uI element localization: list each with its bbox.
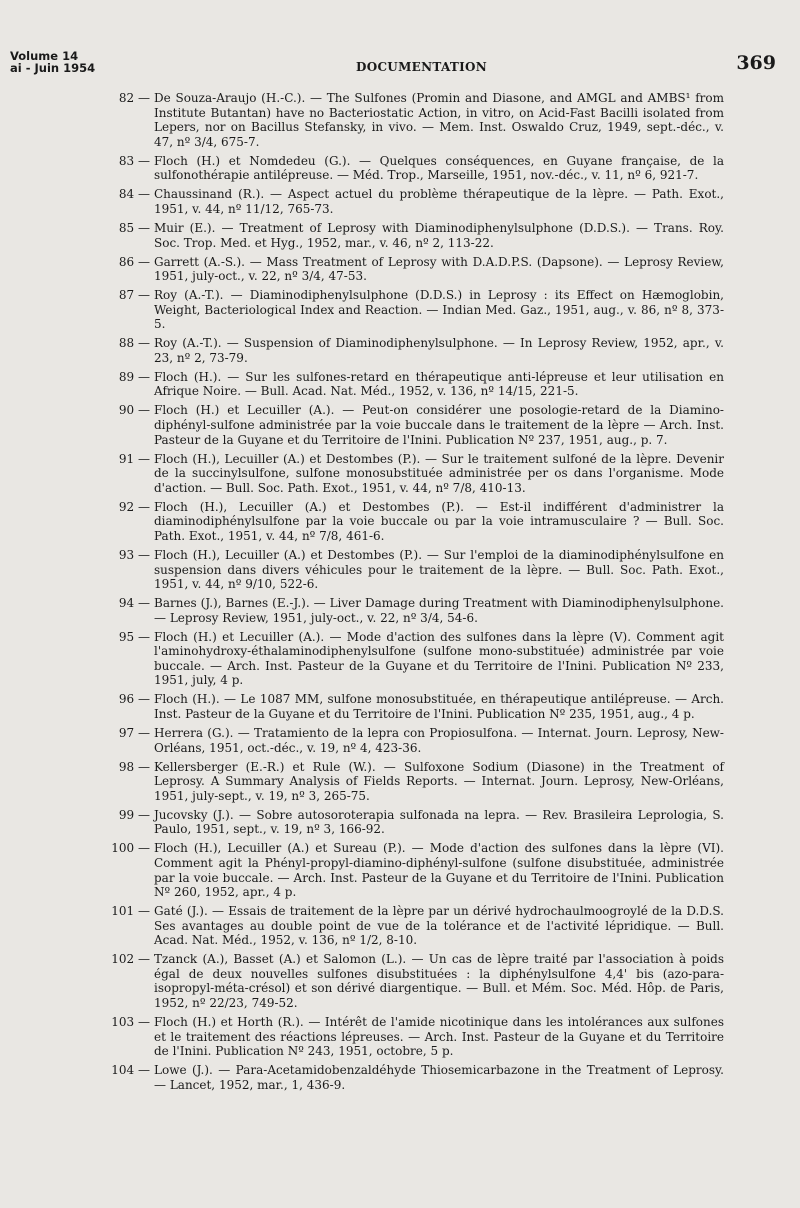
bibliography-entry bbox=[0, 255, 800, 284]
entry-number: 88 — bbox=[118, 336, 150, 351]
entry-text: Floch (H.), Lecuiller (A.) et Destombes (P.). — Sur le traitement sulfoné de la lèpre. Devenir de la succinylsulfone, sulfone monosubstituée administrée per os dans l'organisme. Mode d'action. — Bull. Soc. Path. Exot., 1951, v. 44, nº 7/8, 410-13. bbox=[154, 451, 724, 495]
bibliography-entry bbox=[0, 288, 800, 332]
entry-number: 86 — bbox=[118, 254, 150, 269]
volume-info bbox=[10, 50, 95, 74]
bibliography-entry bbox=[0, 91, 800, 149]
entry-number: 97 — bbox=[118, 726, 150, 741]
bibliography-entry bbox=[0, 596, 800, 625]
entry-text: Floch (H.), Lecuiller (A.) et Sureau (P.). — Mode d'action des sulfones dans la lèpre (VI). Comment agit la Phényl-propyl-diamino-diphényl-sulfone (sulfone disubstituée, administrée par la voie buccale. — Arch. Inst. Pasteur de la Guyane et du Territoire de l'Inini. Publication Nº 260, 1952, apr., 4 p. bbox=[154, 841, 724, 900]
entry-text: Muir (E.). — Treatment of Leprosy with Diaminodiphenylsulphone (D.D.S.). — Trans. Roy. Soc. Trop. Med. et Hyg., 1952, mar., v. 46, nº 2, 113-22. bbox=[154, 220, 724, 250]
entry-number: 83 — bbox=[118, 153, 150, 168]
entry-text: Floch (H.) et Lecuiller (A.). — Peut-on considérer une posologie-retard de la Diamino-diphényl-sulfone administrée par la voie buccale dans le traitement de la lèpre — Arch. Inst. Pasteur de la Guyane et du Territoire de l'Inini. Publication Nº 237, 1951, aug., p. 7. bbox=[154, 403, 724, 447]
bibliography-entry bbox=[0, 221, 800, 250]
entry-number: 102 — bbox=[111, 952, 150, 967]
entry-text: Kellersberger (E.-R.) et Rule (W.). — Sulfoxone Sodium (Diasone) in the Treatment of Leprosy. A Summary Analysis of Fields Reports. — Internat. Journ. Leprosy, New-Orléans, 1951, july-sept., v. 19, nº 3, 265-75. bbox=[154, 759, 724, 803]
entry-number: 104 — bbox=[111, 1063, 150, 1078]
bibliography-entry bbox=[0, 841, 800, 899]
entry-number: 95 — bbox=[118, 629, 150, 644]
bibliography-entry bbox=[0, 336, 800, 365]
bibliography-entry bbox=[0, 403, 800, 447]
entry-text: Lowe (J.). — Para-Acetamidobenzaldéhyde Thiosemicarbazone in the Treatment of Leprosy. — Lancet, 1952, mar., 1, 436-9. bbox=[154, 1063, 724, 1092]
issue-date: ai - Juin 1954 bbox=[10, 61, 96, 75]
entry-text: Garrett (A.-S.). — Mass Treatment of Leprosy with D.A.D.P.S. (Dapsone). — Leprosy Review, 1951, july-oct., v. 22, nº 3/4, 47-53. bbox=[154, 254, 724, 284]
entry-number: 101 — bbox=[111, 904, 150, 919]
entry-number: 89 — bbox=[118, 369, 150, 384]
entry-text: Floch (H.), Lecuiller (A.) et Destombes (P.). — Sur l'emploi de la diaminodiphénylsulfone en suspension dans divers véhicules pour le traitement de la lèpre. — Bull. Soc. Path. Exot., 1951, v. 44, nº 9/10, 522-6. bbox=[154, 547, 724, 592]
entry-text: Chaussinand (R.). — Aspect actuel du problème thérapeutique de la lèpre. — Path. Exot., 1951, v. 44, nº 11/12, 765-73. bbox=[154, 187, 724, 216]
entry-text: Floch (H.). — Le 1087 MM, sulfone monosubstituée, en thérapeutique antilépreuse. — Arch. Inst. Pasteur de la Guyane et du Territoire de l'Inini. Publication Nº 235, 1951, aug., 4 p. bbox=[154, 692, 724, 722]
bibliography-entry bbox=[0, 692, 800, 721]
entry-number: 82 — bbox=[118, 91, 150, 105]
entry-number: 94 — bbox=[118, 596, 150, 611]
bibliography-entry bbox=[0, 952, 800, 1010]
volume-label: Volume 14 bbox=[10, 49, 79, 63]
entry-number: 90 — bbox=[118, 403, 150, 418]
entry-text: Floch (H.), Lecuiller (A.) et Destombes (P.). — Est-il indifférent d'administrer la diaminodiphénylsulfone par la voie buccale ou par la voie intramusculaire ? — Bull. Soc. Path. Exot., 1951, v. 44, nº 7/8, 461-6. bbox=[154, 499, 724, 543]
bibliography-entry bbox=[0, 1015, 800, 1059]
entry-text: Jucovsky (J.). — Sobre autosoroterapia sulfonada na lepra. — Rev. Brasileira Leprologia, S. Paulo, 1951, sept., v. 19, nº 3, 166-92. bbox=[154, 807, 724, 837]
entry-number: 93 — bbox=[118, 547, 150, 562]
bibliography-entry bbox=[0, 452, 800, 496]
entry-text: Tzanck (A.), Basset (A.) et Salomon (L.). — Un cas de lèpre traité par l'association à poids égal de deux nouvelles sulfones disubstituées : la diphénylsulfone 4,4' bis (azo-para-isopropyl-méta-crésol) et son dérivé diargentique. — Bull. et Mém. Soc. Méd. Hôp. de Paris, 1952, nº 22/23, 749-52. bbox=[154, 952, 724, 1011]
bibliography-entry bbox=[0, 904, 800, 948]
entry-number: 103 — bbox=[111, 1015, 150, 1030]
bibliography-entry bbox=[0, 760, 800, 804]
entry-text: Roy (A.-T.). — Diaminodiphenylsulphone (D.D.S.) in Leprosy : its Effect on Hæmoglobin, Weight, Bacteriological Index and Reaction. — Indian Med. Gaz., 1951, aug., v. 86, nº 8, 373-5. bbox=[154, 288, 724, 332]
bibliography-list bbox=[0, 91, 800, 1097]
entry-text: Roy (A.-T.). — Suspension of Diaminodiphenylsulphone. — In Leprosy Review, 1952, apr., v. 23, nº 2, 73-79. bbox=[154, 336, 724, 365]
bibliography-entry bbox=[0, 726, 800, 755]
bibliography-entry bbox=[0, 808, 800, 837]
page-header bbox=[0, 0, 800, 90]
entry-text: Floch (H.) et Horth (R.). — Intérêt de l'amide nicotinique dans les intolérances aux sulfones et le traitement des réactions lépreuses. — Arch. Inst. Pasteur de la Guyane et du Territoire de l'Inini. Publication Nº 243, 1951, octobre, 5 p. bbox=[154, 1015, 724, 1059]
section-title: DOCUMENTATION bbox=[356, 60, 488, 74]
page-number: 369 bbox=[736, 52, 776, 74]
entry-text: Herrera (G.). — Tratamiento de la lepra con Propiosulfona. — Internat. Journ. Leprosy, New-Orléans, 1951, oct.-déc., v. 19, nº 4, 423-36. bbox=[154, 726, 724, 755]
entry-number: 92 — bbox=[118, 499, 150, 514]
entry-text: Floch (H.) et Nomdedeu (G.). — Quelques conséquences, en Guyane française, de la sulfonothérapie antilépreuse. — Méd. Trop., Marseille, 1951, nov.-déc., v. 11, nº 6, 921-7. bbox=[154, 153, 724, 183]
bibliography-entry bbox=[0, 630, 800, 688]
entry-number: 87 — bbox=[118, 288, 150, 303]
bibliography-entry bbox=[0, 548, 800, 592]
entry-number: 91 — bbox=[118, 451, 150, 466]
entry-text: Barnes (J.), Barnes (E.-J.). — Liver Damage during Treatment with Diaminodiphenylsulphone. — Leprosy Review, 1951, july-oct., v. 22, nº 3/4, 54-6. bbox=[154, 596, 724, 625]
entry-text: De Souza-Araujo (H.-C.). — The Sulfones (Promin and Diasone, and AMGL and AMBS¹ from Institute Butantan) have no Bacteriostatic Action, in vitro, on Acid-Fast Bacilli isolated from Lepers, nor on Bacillus Stefansky, in vivo. — Mem. Inst. Oswaldo Cruz, 1949, sept.-déc., v. 47, nº 3/4, 675-7. bbox=[154, 91, 724, 149]
bibliography-entry bbox=[0, 370, 800, 399]
bibliography-entry bbox=[0, 154, 800, 183]
bibliography-entry bbox=[0, 1063, 800, 1092]
bibliography-entry bbox=[0, 500, 800, 544]
entry-number: 100 — bbox=[111, 841, 150, 856]
entry-text: Floch (H.). — Sur les sulfones-retard en thérapeutique anti-lépreuse et leur utilisation en Afrique Noire. — Bull. Acad. Nat. Méd., 1952, v. 136, nº 14/15, 221-5. bbox=[154, 369, 724, 399]
entry-text: Gaté (J.). — Essais de traitement de la lèpre par un dérivé hydrochaulmoogroylé de la D.D.S. Ses avantages au double point de vue de la tolérance et de l'activité lépridique. — Bull. Acad. Nat. Méd., 1952, v. 136, nº 1/2, 8-10. bbox=[154, 904, 724, 948]
entry-number: 98 — bbox=[118, 759, 150, 774]
entry-number: 84 — bbox=[118, 187, 150, 202]
bibliography-entry bbox=[0, 187, 800, 216]
entry-text: Floch (H.) et Lecuiller (A.). — Mode d'action des sulfones dans la lèpre (V). Comment agit l'aminohydroxy-éthalaminodiphenylsulfone (sulfone mono-substituée) administrée par voie buccale. — Arch. Inst. Pasteur de la Guyane et du Territoire de l'Inini. Publication Nº 233, 1951, july, 4 p. bbox=[154, 629, 724, 688]
entry-number: 96 — bbox=[118, 692, 150, 707]
entry-number: 99 — bbox=[118, 807, 150, 822]
entry-number: 85 — bbox=[118, 220, 150, 235]
